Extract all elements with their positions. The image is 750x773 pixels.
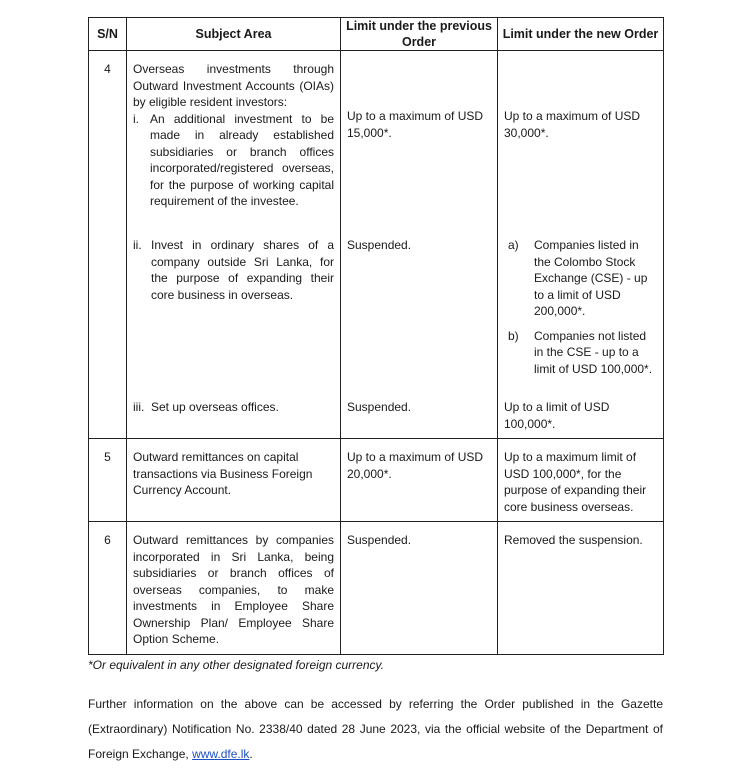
item-i-text: An additional investment to be made in already established subsidiaries or branch offices incorporated/registered overseas, for the purpose of working capital requirement of the investee. (150, 111, 334, 208)
row-4-iii-previous: Suspended. (341, 391, 498, 439)
row-5-new: Up to a maximum limit of USD 100,000*, for the purpose of expanding their core business overseas. (498, 439, 664, 522)
row-4-item-iii (133, 399, 334, 416)
row-6-previous: Suspended. (341, 522, 498, 655)
item-ii-text: Invest in ordinary shares of a company outside Sri Lanka, for the purpose of expanding their core business in overseas. (151, 238, 334, 302)
header-sn: S/N (89, 18, 127, 51)
header-previous-limit: Limit under the previous Order (341, 18, 498, 51)
table-header-row (89, 18, 664, 51)
new-option-b (504, 328, 657, 378)
row-5-subject: Outward remittances on capital transactions via Business Foreign Currency Account. (127, 439, 341, 522)
further-information-paragraph (88, 692, 663, 767)
header-new-limit: Limit under the new Order (498, 18, 664, 51)
row-4-item-ii (133, 237, 334, 303)
new-option-a (504, 237, 657, 320)
row-4-intro: Overseas investments through Outward Investment Accounts (OIAs) by eligible resident investors: (133, 62, 334, 109)
header-subject-area: Subject Area (127, 18, 341, 51)
row-6-sn: 6 (89, 522, 127, 655)
table-row-4-ii (89, 230, 664, 391)
table-row-5 (89, 439, 664, 522)
info-end: . (249, 747, 253, 761)
row-4-ii-subject (127, 230, 341, 391)
item-iii-marker: iii. (133, 400, 145, 414)
item-iii-text: Set up overseas offices. (151, 400, 279, 414)
option-b-text: Companies not listed in the CSE - up to a limit of USD 100,000*. (534, 328, 653, 376)
row-4-sn: 4 (89, 51, 127, 439)
row-4-item-i (133, 111, 334, 210)
table-row-4-iii (89, 391, 664, 439)
limits-table (88, 17, 664, 655)
item-ii-marker: ii. (133, 238, 142, 252)
row-4-ii-new (498, 230, 664, 391)
item-i-marker: i. (133, 111, 139, 126)
row-6-new: Removed the suspension. (498, 522, 664, 655)
option-a-text: Companies listed in the Colombo Stock Exchange (CSE) - up to a limit of USD 200,000*. (534, 238, 648, 318)
document (88, 17, 663, 672)
table-row-4-i (89, 51, 664, 231)
row-5-previous: Up to a maximum of USD 20,000*. (341, 439, 498, 522)
footnote: *Or equivalent in any other designated foreign currency. (88, 657, 384, 672)
row-4-i-subject (127, 51, 341, 231)
table-row-6 (89, 522, 664, 655)
row-4-ii-previous: Suspended. (341, 230, 498, 391)
row-6-subject: Outward remittances by companies incorporated in Sri Lanka, being subsidiaries or branch offices of overseas companies, to make investments in Employee Share Ownership Plan/ Employee Share Option Scheme. (127, 522, 341, 655)
row-4-i-new: Up to a maximum of USD 30,000*. (498, 51, 664, 231)
dfe-website-link[interactable]: www.dfe.lk (192, 747, 250, 761)
row-5-sn: 5 (89, 439, 127, 522)
row-4-iii-new: Up to a limit of USD 100,000*. (498, 391, 664, 439)
option-a-marker: a) (508, 238, 519, 252)
row-4-i-previous: Up to a maximum of USD 15,000*. (341, 51, 498, 231)
row-4-iii-subject (127, 391, 341, 439)
option-b-marker: b) (508, 328, 519, 343)
info-text: Further information on the above can be accessed by referring the Order published in the Gazette (Extraordinary) Notification No. 2338/40 dated 28 June 2023, via the official website of the Department of Foreign Exchange, (88, 697, 663, 761)
